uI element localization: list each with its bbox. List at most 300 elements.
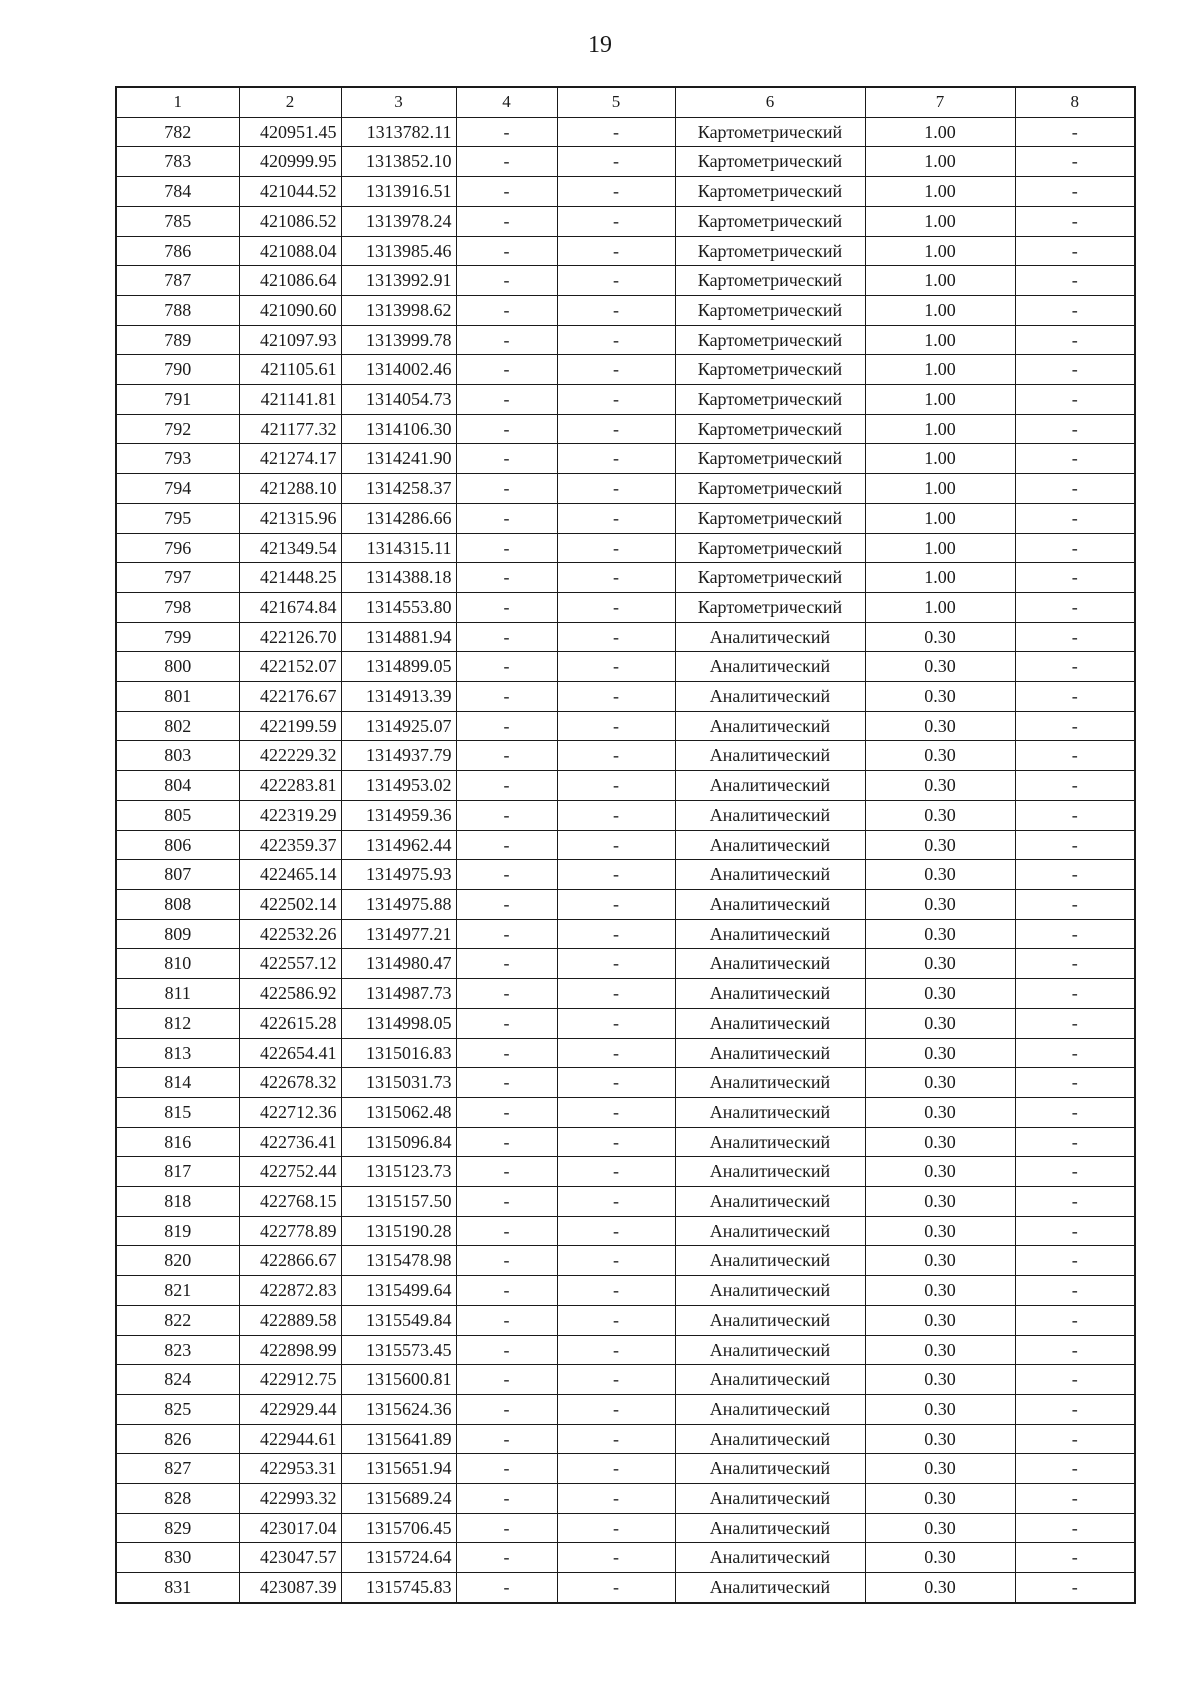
y-coordinate-cell: 1313992.91 xyxy=(341,266,456,296)
table-row xyxy=(116,1335,1135,1365)
x-coordinate-cell: 422768.15 xyxy=(239,1187,341,1217)
y-coordinate-cell: 1315651.94 xyxy=(341,1454,456,1484)
accuracy-cell: 1.00 xyxy=(865,147,1015,177)
table-row xyxy=(116,1216,1135,1246)
table-row xyxy=(116,295,1135,325)
method-cell: Картометрический xyxy=(675,414,865,444)
table-header-row xyxy=(116,87,1135,117)
y-coordinate-cell: 1314975.93 xyxy=(341,860,456,890)
x-coordinate-cell: 421086.52 xyxy=(239,206,341,236)
col5-cell: - xyxy=(557,1068,675,1098)
method-cell: Аналитический xyxy=(675,1365,865,1395)
x-coordinate-cell: 422712.36 xyxy=(239,1097,341,1127)
x-coordinate-cell: 421674.84 xyxy=(239,592,341,622)
method-cell: Аналитический xyxy=(675,1187,865,1217)
col8-cell: - xyxy=(1015,1305,1135,1335)
table-row xyxy=(116,1454,1135,1484)
accuracy-cell: 0.30 xyxy=(865,622,1015,652)
table-row xyxy=(116,1157,1135,1187)
table-body xyxy=(116,117,1135,1603)
col8-cell: - xyxy=(1015,563,1135,593)
accuracy-cell: 1.00 xyxy=(865,533,1015,563)
col5-cell: - xyxy=(557,1246,675,1276)
y-coordinate-cell: 1315624.36 xyxy=(341,1394,456,1424)
table-row xyxy=(116,563,1135,593)
accuracy-cell: 0.30 xyxy=(865,1246,1015,1276)
method-cell: Аналитический xyxy=(675,682,865,712)
column-header: 3 xyxy=(341,87,456,117)
col4-cell: - xyxy=(456,1335,557,1365)
col8-cell: - xyxy=(1015,741,1135,771)
col4-cell: - xyxy=(456,355,557,385)
col4-cell: - xyxy=(456,236,557,266)
col8-cell: - xyxy=(1015,771,1135,801)
col8-cell: - xyxy=(1015,1097,1135,1127)
col5-cell: - xyxy=(557,147,675,177)
accuracy-cell: 1.00 xyxy=(865,266,1015,296)
col8-cell: - xyxy=(1015,830,1135,860)
col8-cell: - xyxy=(1015,682,1135,712)
accuracy-cell: 0.30 xyxy=(865,1038,1015,1068)
y-coordinate-cell: 1315157.50 xyxy=(341,1187,456,1217)
col5-cell: - xyxy=(557,1216,675,1246)
col5-cell: - xyxy=(557,1335,675,1365)
x-coordinate-cell: 421274.17 xyxy=(239,444,341,474)
point-number-cell: 831 xyxy=(116,1573,239,1603)
table-row xyxy=(116,1394,1135,1424)
col8-cell: - xyxy=(1015,1187,1135,1217)
accuracy-cell: 0.30 xyxy=(865,1335,1015,1365)
point-number-cell: 819 xyxy=(116,1216,239,1246)
point-number-cell: 796 xyxy=(116,533,239,563)
x-coordinate-cell: 423017.04 xyxy=(239,1513,341,1543)
x-coordinate-cell: 421315.96 xyxy=(239,503,341,533)
table-row xyxy=(116,1305,1135,1335)
y-coordinate-cell: 1315062.48 xyxy=(341,1097,456,1127)
accuracy-cell: 0.30 xyxy=(865,711,1015,741)
method-cell: Аналитический xyxy=(675,800,865,830)
col8-cell: - xyxy=(1015,1543,1135,1573)
point-number-cell: 829 xyxy=(116,1513,239,1543)
point-number-cell: 807 xyxy=(116,860,239,890)
point-number-cell: 824 xyxy=(116,1365,239,1395)
point-number-cell: 827 xyxy=(116,1454,239,1484)
accuracy-cell: 1.00 xyxy=(865,503,1015,533)
y-coordinate-cell: 1313999.78 xyxy=(341,325,456,355)
page-number: 19 xyxy=(588,32,612,58)
y-coordinate-cell: 1314106.30 xyxy=(341,414,456,444)
table-row xyxy=(116,1008,1135,1038)
method-cell: Аналитический xyxy=(675,652,865,682)
column-header: 5 xyxy=(557,87,675,117)
col5-cell: - xyxy=(557,1187,675,1217)
col8-cell: - xyxy=(1015,860,1135,890)
accuracy-cell: 1.00 xyxy=(865,592,1015,622)
point-number-cell: 814 xyxy=(116,1068,239,1098)
point-number-cell: 810 xyxy=(116,949,239,979)
column-header: 8 xyxy=(1015,87,1135,117)
col8-cell: - xyxy=(1015,711,1135,741)
x-coordinate-cell: 422502.14 xyxy=(239,889,341,919)
col8-cell: - xyxy=(1015,889,1135,919)
method-cell: Картометрический xyxy=(675,266,865,296)
col5-cell: - xyxy=(557,1008,675,1038)
col8-cell: - xyxy=(1015,1276,1135,1306)
point-number-cell: 818 xyxy=(116,1187,239,1217)
col5-cell: - xyxy=(557,682,675,712)
col5-cell: - xyxy=(557,741,675,771)
point-number-cell: 826 xyxy=(116,1424,239,1454)
method-cell: Аналитический xyxy=(675,949,865,979)
col4-cell: - xyxy=(456,949,557,979)
col5-cell: - xyxy=(557,1038,675,1068)
point-number-cell: 816 xyxy=(116,1127,239,1157)
method-cell: Картометрический xyxy=(675,177,865,207)
col8-cell: - xyxy=(1015,325,1135,355)
method-cell: Картометрический xyxy=(675,563,865,593)
y-coordinate-cell: 1314241.90 xyxy=(341,444,456,474)
accuracy-cell: 0.30 xyxy=(865,1157,1015,1187)
col5-cell: - xyxy=(557,563,675,593)
accuracy-cell: 0.30 xyxy=(865,1543,1015,1573)
y-coordinate-cell: 1314998.05 xyxy=(341,1008,456,1038)
x-coordinate-cell: 422359.37 xyxy=(239,830,341,860)
table-row xyxy=(116,860,1135,890)
col8-cell: - xyxy=(1015,949,1135,979)
table-row xyxy=(116,771,1135,801)
col8-cell: - xyxy=(1015,503,1135,533)
col8-cell: - xyxy=(1015,1008,1135,1038)
point-number-cell: 817 xyxy=(116,1157,239,1187)
col4-cell: - xyxy=(456,1513,557,1543)
x-coordinate-cell: 422615.28 xyxy=(239,1008,341,1038)
col5-cell: - xyxy=(557,325,675,355)
table-row xyxy=(116,800,1135,830)
table-row xyxy=(116,889,1135,919)
col8-cell: - xyxy=(1015,1513,1135,1543)
table-row xyxy=(116,622,1135,652)
col8-cell: - xyxy=(1015,1068,1135,1098)
y-coordinate-cell: 1314977.21 xyxy=(341,919,456,949)
col4-cell: - xyxy=(456,1246,557,1276)
y-coordinate-cell: 1314937.79 xyxy=(341,741,456,771)
accuracy-cell: 0.30 xyxy=(865,1365,1015,1395)
col4-cell: - xyxy=(456,1484,557,1514)
point-number-cell: 805 xyxy=(116,800,239,830)
y-coordinate-cell: 1315724.64 xyxy=(341,1543,456,1573)
method-cell: Аналитический xyxy=(675,1008,865,1038)
col4-cell: - xyxy=(456,533,557,563)
x-coordinate-cell: 423087.39 xyxy=(239,1573,341,1603)
y-coordinate-cell: 1314388.18 xyxy=(341,563,456,593)
col4-cell: - xyxy=(456,1216,557,1246)
method-cell: Картометрический xyxy=(675,206,865,236)
col5-cell: - xyxy=(557,355,675,385)
accuracy-cell: 0.30 xyxy=(865,1097,1015,1127)
method-cell: Аналитический xyxy=(675,1573,865,1603)
col4-cell: - xyxy=(456,1157,557,1187)
table-row xyxy=(116,1276,1135,1306)
table-row xyxy=(116,979,1135,1009)
method-cell: Аналитический xyxy=(675,1484,865,1514)
col4-cell: - xyxy=(456,800,557,830)
col5-cell: - xyxy=(557,860,675,890)
col4-cell: - xyxy=(456,1305,557,1335)
accuracy-cell: 0.30 xyxy=(865,741,1015,771)
col8-cell: - xyxy=(1015,1424,1135,1454)
col5-cell: - xyxy=(557,1365,675,1395)
y-coordinate-cell: 1315706.45 xyxy=(341,1513,456,1543)
col8-cell: - xyxy=(1015,474,1135,504)
accuracy-cell: 1.00 xyxy=(865,474,1015,504)
table-row xyxy=(116,1573,1135,1603)
y-coordinate-cell: 1313978.24 xyxy=(341,206,456,236)
y-coordinate-cell: 1314258.37 xyxy=(341,474,456,504)
accuracy-cell: 0.30 xyxy=(865,1513,1015,1543)
col5-cell: - xyxy=(557,592,675,622)
col8-cell: - xyxy=(1015,295,1135,325)
table-row xyxy=(116,1246,1135,1276)
method-cell: Картометрический xyxy=(675,385,865,415)
table-row xyxy=(116,147,1135,177)
col4-cell: - xyxy=(456,1038,557,1068)
method-cell: Аналитический xyxy=(675,1305,865,1335)
method-cell: Аналитический xyxy=(675,1394,865,1424)
method-cell: Аналитический xyxy=(675,919,865,949)
y-coordinate-cell: 1315689.24 xyxy=(341,1484,456,1514)
x-coordinate-cell: 422929.44 xyxy=(239,1394,341,1424)
point-number-cell: 825 xyxy=(116,1394,239,1424)
table-row xyxy=(116,592,1135,622)
col5-cell: - xyxy=(557,236,675,266)
col8-cell: - xyxy=(1015,1454,1135,1484)
y-coordinate-cell: 1315600.81 xyxy=(341,1365,456,1395)
x-coordinate-cell: 421177.32 xyxy=(239,414,341,444)
point-number-cell: 791 xyxy=(116,385,239,415)
col8-cell: - xyxy=(1015,652,1135,682)
x-coordinate-cell: 421288.10 xyxy=(239,474,341,504)
accuracy-cell: 0.30 xyxy=(865,979,1015,1009)
point-number-cell: 828 xyxy=(116,1484,239,1514)
method-cell: Картометрический xyxy=(675,533,865,563)
x-coordinate-cell: 422898.99 xyxy=(239,1335,341,1365)
col5-cell: - xyxy=(557,1157,675,1187)
accuracy-cell: 0.30 xyxy=(865,1305,1015,1335)
accuracy-cell: 0.30 xyxy=(865,1394,1015,1424)
point-number-cell: 802 xyxy=(116,711,239,741)
point-number-cell: 809 xyxy=(116,919,239,949)
x-coordinate-cell: 422532.26 xyxy=(239,919,341,949)
col8-cell: - xyxy=(1015,1335,1135,1365)
method-cell: Картометрический xyxy=(675,592,865,622)
x-coordinate-cell: 420951.45 xyxy=(239,117,341,147)
x-coordinate-cell: 421141.81 xyxy=(239,385,341,415)
method-cell: Аналитический xyxy=(675,1216,865,1246)
col5-cell: - xyxy=(557,177,675,207)
method-cell: Аналитический xyxy=(675,979,865,1009)
accuracy-cell: 0.30 xyxy=(865,949,1015,979)
y-coordinate-cell: 1315549.84 xyxy=(341,1305,456,1335)
col5-cell: - xyxy=(557,1454,675,1484)
column-header: 4 xyxy=(456,87,557,117)
x-coordinate-cell: 422889.58 xyxy=(239,1305,341,1335)
y-coordinate-cell: 1315478.98 xyxy=(341,1246,456,1276)
col8-cell: - xyxy=(1015,1157,1135,1187)
x-coordinate-cell: 421105.61 xyxy=(239,355,341,385)
method-cell: Аналитический xyxy=(675,1038,865,1068)
y-coordinate-cell: 1314925.07 xyxy=(341,711,456,741)
point-number-cell: 787 xyxy=(116,266,239,296)
method-cell: Аналитический xyxy=(675,1335,865,1365)
y-coordinate-cell: 1313916.51 xyxy=(341,177,456,207)
y-coordinate-cell: 1315016.83 xyxy=(341,1038,456,1068)
accuracy-cell: 0.30 xyxy=(865,830,1015,860)
x-coordinate-cell: 422872.83 xyxy=(239,1276,341,1306)
col4-cell: - xyxy=(456,711,557,741)
col5-cell: - xyxy=(557,266,675,296)
x-coordinate-cell: 422176.67 xyxy=(239,682,341,712)
col8-cell: - xyxy=(1015,414,1135,444)
col5-cell: - xyxy=(557,830,675,860)
col5-cell: - xyxy=(557,889,675,919)
point-number-cell: 794 xyxy=(116,474,239,504)
table-row xyxy=(116,652,1135,682)
x-coordinate-cell: 421349.54 xyxy=(239,533,341,563)
table-row xyxy=(116,1484,1135,1514)
point-number-cell: 806 xyxy=(116,830,239,860)
accuracy-cell: 1.00 xyxy=(865,444,1015,474)
y-coordinate-cell: 1314975.88 xyxy=(341,889,456,919)
accuracy-cell: 1.00 xyxy=(865,414,1015,444)
method-cell: Картометрический xyxy=(675,503,865,533)
point-number-cell: 804 xyxy=(116,771,239,801)
col4-cell: - xyxy=(456,979,557,1009)
col5-cell: - xyxy=(557,652,675,682)
col8-cell: - xyxy=(1015,236,1135,266)
point-number-cell: 799 xyxy=(116,622,239,652)
accuracy-cell: 0.30 xyxy=(865,1276,1015,1306)
col4-cell: - xyxy=(456,177,557,207)
y-coordinate-cell: 1314962.44 xyxy=(341,830,456,860)
point-number-cell: 812 xyxy=(116,1008,239,1038)
col5-cell: - xyxy=(557,533,675,563)
method-cell: Картометрический xyxy=(675,117,865,147)
col4-cell: - xyxy=(456,206,557,236)
accuracy-cell: 0.30 xyxy=(865,652,1015,682)
table-row xyxy=(116,682,1135,712)
table-row xyxy=(116,1127,1135,1157)
point-number-cell: 788 xyxy=(116,295,239,325)
col8-cell: - xyxy=(1015,1484,1135,1514)
col8-cell: - xyxy=(1015,444,1135,474)
column-header: 6 xyxy=(675,87,865,117)
col4-cell: - xyxy=(456,1187,557,1217)
col5-cell: - xyxy=(557,949,675,979)
x-coordinate-cell: 422993.32 xyxy=(239,1484,341,1514)
x-coordinate-cell: 422199.59 xyxy=(239,711,341,741)
table-row xyxy=(116,919,1135,949)
x-coordinate-cell: 422778.89 xyxy=(239,1216,341,1246)
accuracy-cell: 0.30 xyxy=(865,1216,1015,1246)
col5-cell: - xyxy=(557,919,675,949)
x-coordinate-cell: 422283.81 xyxy=(239,771,341,801)
col5-cell: - xyxy=(557,1573,675,1603)
method-cell: Аналитический xyxy=(675,1097,865,1127)
method-cell: Картометрический xyxy=(675,444,865,474)
table-row xyxy=(116,1513,1135,1543)
table-row xyxy=(116,1424,1135,1454)
method-cell: Аналитический xyxy=(675,1424,865,1454)
point-number-cell: 815 xyxy=(116,1097,239,1127)
col4-cell: - xyxy=(456,474,557,504)
x-coordinate-cell: 421097.93 xyxy=(239,325,341,355)
column-header: 1 xyxy=(116,87,239,117)
col4-cell: - xyxy=(456,414,557,444)
y-coordinate-cell: 1314899.05 xyxy=(341,652,456,682)
x-coordinate-cell: 422944.61 xyxy=(239,1424,341,1454)
table-row xyxy=(116,474,1135,504)
x-coordinate-cell: 422319.29 xyxy=(239,800,341,830)
col5-cell: - xyxy=(557,1484,675,1514)
point-number-cell: 782 xyxy=(116,117,239,147)
x-coordinate-cell: 422557.12 xyxy=(239,949,341,979)
col4-cell: - xyxy=(456,325,557,355)
table-row xyxy=(116,741,1135,771)
x-coordinate-cell: 420999.95 xyxy=(239,147,341,177)
col4-cell: - xyxy=(456,1276,557,1306)
col4-cell: - xyxy=(456,889,557,919)
col8-cell: - xyxy=(1015,1365,1135,1395)
col4-cell: - xyxy=(456,1097,557,1127)
col4-cell: - xyxy=(456,1543,557,1573)
col8-cell: - xyxy=(1015,919,1135,949)
col4-cell: - xyxy=(456,147,557,177)
x-coordinate-cell: 422912.75 xyxy=(239,1365,341,1395)
col8-cell: - xyxy=(1015,1216,1135,1246)
col8-cell: - xyxy=(1015,1127,1135,1157)
point-number-cell: 797 xyxy=(116,563,239,593)
col4-cell: - xyxy=(456,385,557,415)
accuracy-cell: 0.30 xyxy=(865,1484,1015,1514)
x-coordinate-cell: 422953.31 xyxy=(239,1454,341,1484)
col5-cell: - xyxy=(557,1513,675,1543)
table-row xyxy=(116,533,1135,563)
point-number-cell: 830 xyxy=(116,1543,239,1573)
col8-cell: - xyxy=(1015,1038,1135,1068)
col4-cell: - xyxy=(456,1454,557,1484)
table-row xyxy=(116,266,1135,296)
col5-cell: - xyxy=(557,771,675,801)
accuracy-cell: 1.00 xyxy=(865,206,1015,236)
point-number-cell: 813 xyxy=(116,1038,239,1068)
table-row xyxy=(116,414,1135,444)
col5-cell: - xyxy=(557,295,675,325)
col4-cell: - xyxy=(456,682,557,712)
col4-cell: - xyxy=(456,830,557,860)
table-row xyxy=(116,1543,1135,1573)
accuracy-cell: 0.30 xyxy=(865,771,1015,801)
table-row xyxy=(116,177,1135,207)
x-coordinate-cell: 421088.04 xyxy=(239,236,341,266)
table-row xyxy=(116,236,1135,266)
accuracy-cell: 1.00 xyxy=(865,177,1015,207)
col5-cell: - xyxy=(557,414,675,444)
col5-cell: - xyxy=(557,622,675,652)
method-cell: Картометрический xyxy=(675,474,865,504)
col8-cell: - xyxy=(1015,177,1135,207)
table-row xyxy=(116,117,1135,147)
y-coordinate-cell: 1313998.62 xyxy=(341,295,456,325)
